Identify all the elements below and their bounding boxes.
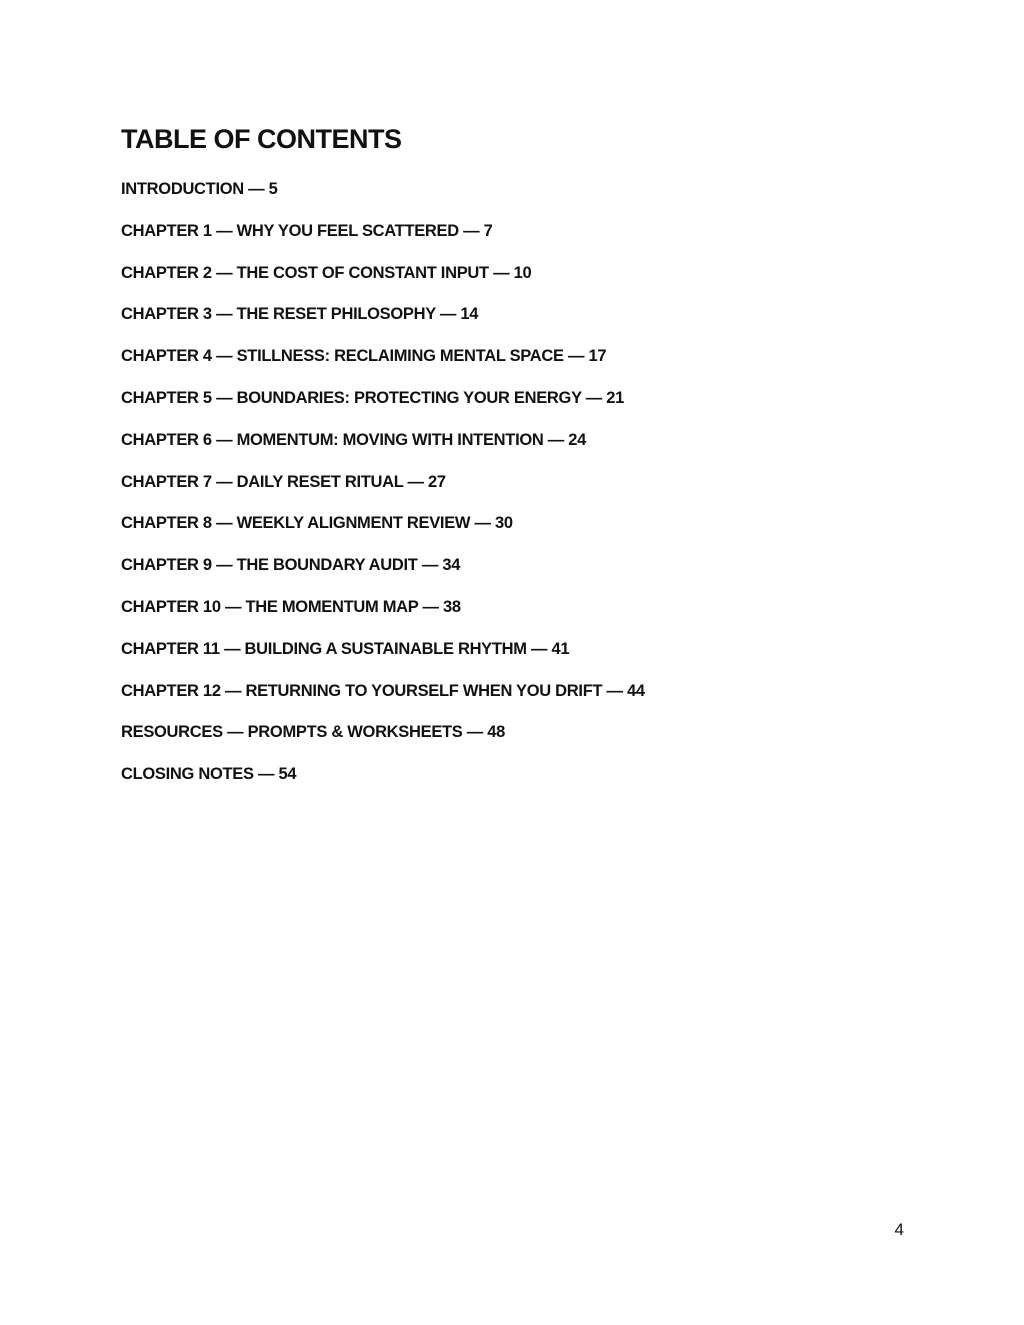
toc-entry-chapter-3: CHAPTER 3 — THE RESET PHILOSOPHY — 14: [121, 305, 479, 324]
toc-title: TABLE OF CONTENTS: [121, 124, 402, 154]
toc-entry-chapter-7: CHAPTER 7 — DAILY RESET RITUAL — 27: [121, 472, 446, 491]
toc-list: [121, 176, 645, 803]
toc-entry-chapter-4: CHAPTER 4 — STILLNESS: RECLAIMING MENTAL SPACE — 17: [121, 347, 607, 366]
toc-entry-introduction: INTRODUCTION — 5: [121, 180, 278, 198]
toc-entry-chapter-8: CHAPTER 8 — WEEKLY ALIGNMENT REVIEW — 30: [121, 514, 513, 533]
toc-entry-resources: RESOURCES — PROMPTS & WORKSHEETS — 48: [121, 723, 506, 742]
toc-entry-chapter-5: CHAPTER 5 — BOUNDARIES: PROTECTING YOUR ENERGY — 21: [121, 388, 625, 407]
toc-entry-closing-notes: CLOSING NOTES — 54: [121, 765, 297, 784]
toc-entry-chapter-12: CHAPTER 12 — RETURNING TO YOURSELF WHEN YOU DRIFT — 44: [121, 681, 645, 700]
toc-entry-chapter-2: CHAPTER 2 — THE COST OF CONSTANT INPUT — 10: [121, 263, 532, 282]
toc-entry-chapter-1: CHAPTER 1 — WHY YOU FEEL SCATTERED — 7: [121, 221, 493, 240]
toc-entry-chapter-10: CHAPTER 10 — THE MOMENTUM MAP — 38: [121, 597, 461, 616]
toc-entry-chapter-9: CHAPTER 9 — THE BOUNDARY AUDIT — 34: [121, 556, 461, 575]
toc-entry-chapter-6: CHAPTER 6 — MOMENTUM: MOVING WITH INTENTION — 24: [121, 430, 587, 449]
toc-entry-chapter-11: CHAPTER 11 — BUILDING A SUSTAINABLE RHYTHM — 41: [121, 639, 570, 658]
page-number: 4: [894, 1220, 904, 1239]
